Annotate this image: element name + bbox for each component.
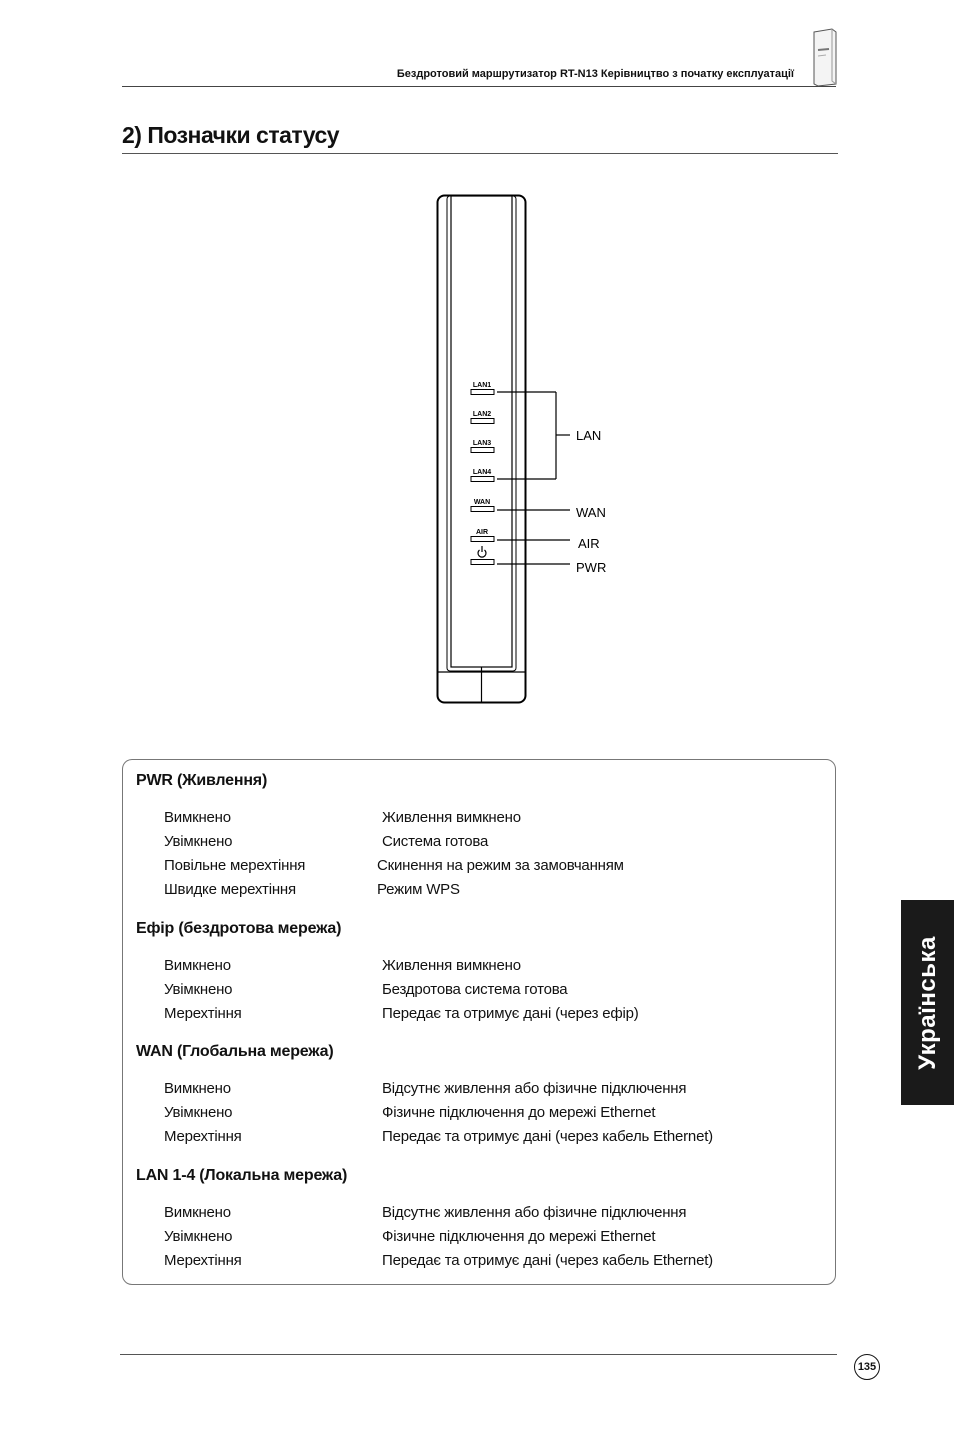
group-title-air: Ефір (бездротова мережа) [136,920,342,937]
wan-desc-on: Фізичне підключення до мережі Ethernet [382,1104,656,1121]
wan-desc-blink: Передає та отримує дані (через кабель Ethernet) [382,1128,713,1145]
group-title-wan: WAN (Глобальна мережа) [136,1043,334,1060]
running-header: Бездротовий маршрутизатор RT-N13 Керівництво з початку експлуатації [396,68,794,80]
lan-desc-off: Відсутнє живлення або фізичне підключення [382,1204,687,1221]
wan-desc-off: Відсутнє живлення або фізичне підключення [382,1080,687,1097]
language-side-tab [901,900,954,1105]
page-number: 135 [857,1361,877,1373]
air-state-off: Вимкнено [164,957,231,974]
section-rule [122,153,838,154]
router-thumbnail-icon [808,28,838,88]
led-air [471,537,494,542]
led-lan4 [471,477,494,482]
air-state-blink: Мерехтіння [164,1005,242,1022]
lan-desc-blink: Передає та отримує дані (через кабель Ethernet) [382,1252,713,1269]
page-number-badge [854,1354,880,1380]
lan-desc-on: Фізичне підключення до мережі Ethernet [382,1228,656,1245]
air-desc-on: Бездротова система готова [382,981,568,998]
pwr-state-slow-blink: Повільне мерехтіння [164,857,306,874]
led-pwr [471,560,494,565]
led-wan [471,507,494,512]
led-label-lan4: LAN4 [472,469,492,476]
led-label-wan: WAN [473,499,491,506]
callout-wan: WAN [576,505,606,520]
air-desc-blink: Передає та отримує дані (через ефір) [382,1005,639,1022]
lan-state-blink: Мерехтіння [164,1252,242,1269]
language-tab-label: Українська [913,935,941,1070]
lan-state-off: Вимкнено [164,1204,231,1221]
group-title-lan: LAN 1-4 (Локальна мережа) [136,1167,348,1184]
pwr-state-fast-blink: Швидке мерехтіння [164,881,296,898]
callout-pwr: PWR [576,560,607,575]
group-title-pwr: PWR (Живлення) [136,772,268,789]
pwr-desc-fast-blink: Режим WPS [377,881,460,898]
header-rule [122,86,836,87]
led-lan2 [471,419,494,424]
pwr-desc-on: Система готова [382,833,489,850]
wan-state-off: Вимкнено [164,1080,231,1097]
air-state-on: Увімкнено [164,981,233,998]
pwr-desc-slow-blink: Скинення на режим за замовчанням [377,857,624,874]
led-label-lan3: LAN3 [472,440,492,447]
air-desc-off: Живлення вимкнено [382,957,521,974]
callout-air: AIR [578,536,600,551]
wan-state-on: Увімкнено [164,1104,233,1121]
led-label-lan1: LAN1 [472,382,492,389]
led-lan1 [471,390,494,395]
pwr-state-on: Увімкнено [164,833,233,850]
pwr-desc-off: Живлення вимкнено [382,809,521,826]
led-label-air: AIR [475,529,489,536]
wan-state-blink: Мерехтіння [164,1128,242,1145]
section-title: 2) Позначки статусу [122,122,340,148]
status-info-box [122,759,836,1285]
led-lan3 [471,448,494,453]
router-front-diagram [420,188,640,708]
pwr-state-off: Вимкнено [164,809,231,826]
led-label-lan2: LAN2 [472,411,492,418]
lan-state-on: Увімкнено [164,1228,233,1245]
footer-rule [120,1354,837,1355]
callout-lan: LAN [576,428,602,443]
